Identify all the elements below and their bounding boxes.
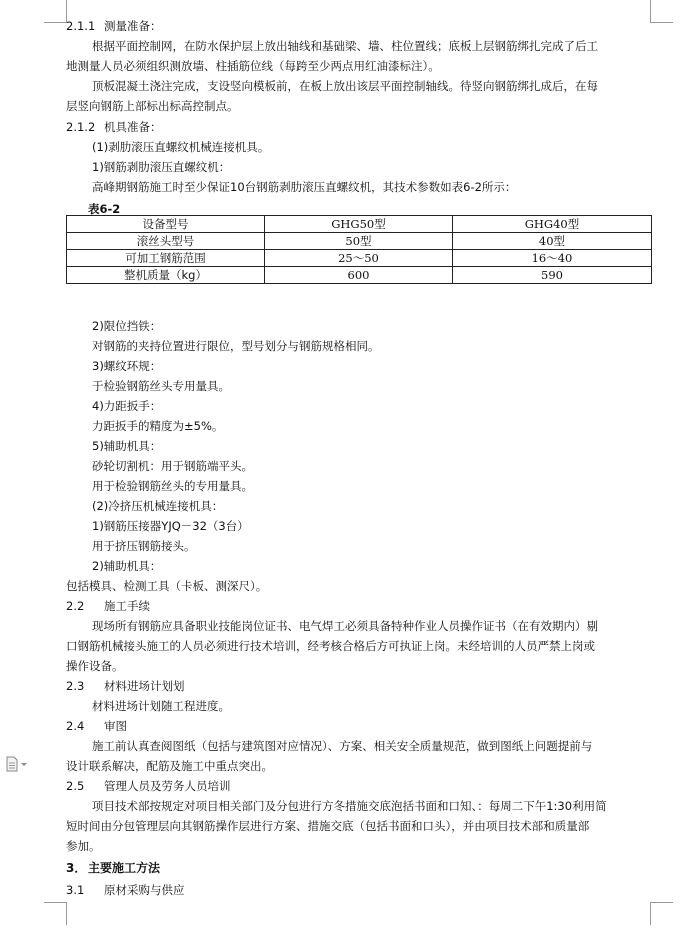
paragraph-line: 用于检验钢筋丝头的专用量具。 — [92, 479, 253, 493]
table-cell: 40型 — [453, 233, 652, 250]
page-corner-mark — [44, 0, 67, 23]
section-heading-2-3: 2.3 材料进场计划划 — [66, 679, 185, 693]
table-row — [67, 267, 652, 284]
table-cell: 16～40 — [453, 250, 652, 267]
paragraph-line: 参加。 — [66, 839, 101, 853]
paragraph-line: 根据平面控制网，在防水保护层上放出轴线和基础梁、墙、柱位置线；底板上层钢筋绑扎完成了后工 — [92, 39, 598, 53]
paragraph-line: 项目技术部按规定对项目相关部门及分包进行方冬措施交底泡括书面和口知、：每周二下午1:30利用简 — [92, 799, 607, 813]
table-caption: 表6-2 — [88, 202, 121, 216]
paragraph-line: 对钢筋的夹持位置进行限位，型号划分与钢筋规格相同。 — [92, 339, 380, 353]
table-row — [67, 250, 652, 267]
table-cell: 整机质量（kg） — [67, 267, 265, 284]
paragraph-line: 包括模具、检测工具（卡板、测深尺）。 — [66, 579, 268, 593]
list-item: 2)辅助机具： — [92, 559, 162, 573]
paragraph-line: 高峰期钢筋施工时至少保证10台钢筋剥肋滚压直螺纹机，其技术参数如表6-2所示： — [92, 180, 517, 194]
equipment-parameter-table — [66, 215, 652, 284]
table-cell: GHG40型 — [453, 216, 652, 233]
list-item: 3)螺纹环规： — [92, 359, 162, 373]
list-item: 4)力距扳手： — [92, 399, 162, 413]
paragraph-line: 设计联系解决，配筋及施工中重点突出。 — [66, 759, 273, 773]
paragraph-line: 地测量人员必须组织测放墙、柱插筋位线（每跨至少两点用红油漆标注）。 — [66, 59, 440, 73]
page-corner-mark — [650, 0, 673, 23]
table-cell: 25～50 — [265, 250, 453, 267]
paragraph-line: 材料进场计划随工程进度。 — [92, 699, 230, 713]
section-heading-2-1-1: 2.1.1 测量准备： — [66, 19, 162, 33]
section-heading-3-1: 3.1 原材采购与供应 — [66, 883, 185, 897]
section-heading-3: 3． 主要施工方法 — [66, 861, 161, 875]
page-corner-mark — [44, 902, 67, 925]
table-cell: 50型 — [265, 233, 453, 250]
table-cell: GHG50型 — [265, 216, 453, 233]
section-heading-2-1-2: 2.1.2 机具准备： — [66, 120, 162, 134]
table-row — [67, 233, 652, 250]
table-header-row — [67, 216, 652, 233]
document-options-icon[interactable] — [4, 756, 30, 772]
table-cell: 可加工钢筋范围 — [67, 250, 265, 267]
table-cell: 590 — [453, 267, 652, 284]
list-item: 1)钢筋剥肋滚压直螺纹机： — [92, 160, 231, 174]
table-cell: 600 — [265, 267, 453, 284]
list-item: 2)限位挡铁： — [92, 319, 162, 333]
section-heading-2-2: 2.2 施工手续 — [66, 599, 150, 613]
page-corner-mark — [650, 902, 673, 925]
table-cell: 滚丝头型号 — [67, 233, 265, 250]
table-cell: 设备型号 — [67, 216, 265, 233]
list-item: 5)辅助机具： — [92, 439, 162, 453]
list-item: 1)钢筋压接器YJQ－32（3台） — [92, 519, 249, 533]
paragraph-line: 现场所有钢筋应具备职业技能岗位证书、电气焊工必须具备特种作业人员操作证书（在有效期内）剔 — [92, 619, 598, 633]
paragraph-line: 口钢筋机械接头施工的人员必须进行技术培训，经考核合格后方可执证上岗。未经培训的人员严禁上岗或 — [66, 639, 595, 653]
list-item: (2)冷挤压机械连接机具： — [92, 499, 224, 513]
paragraph-line: 于检验钢筋丝头专用量具。 — [92, 379, 230, 393]
paragraph-line: 砂轮切割机：用于钢筋端平头。 — [92, 459, 253, 473]
paragraph-line: 力距扳手的精度为±5%。 — [92, 419, 224, 433]
list-item: (1)剥肋滚压直螺纹机械连接机具。 — [92, 140, 270, 154]
section-heading-2-5: 2.5 管理人员及劳务人员培训 — [66, 779, 231, 793]
paragraph-line: 层竖向钢筋上部标出标高控制点。 — [66, 99, 239, 113]
paragraph-line: 操作设备。 — [66, 659, 124, 673]
paragraph-line: 用于挤压钢筋接头。 — [92, 539, 196, 553]
paragraph-line: 顶板混凝土浇注完成，支设竖向模板前，在板上放出该层平面控制轴线。待竖向钢筋绑扎成后，在每 — [92, 79, 598, 93]
paragraph-line: 施工前认真查阅图纸（包括与建筑图对应情况）、方案、相关安全质量规范，做到图纸上问题提前与 — [92, 739, 593, 753]
section-heading-2-4: 2.4 审图 — [66, 719, 127, 733]
paragraph-line: 短时间由分包管理层向其钢筋操作层进行方案、措施交底（包括书面和口头），并由项目技术部和质量部 — [66, 819, 590, 833]
